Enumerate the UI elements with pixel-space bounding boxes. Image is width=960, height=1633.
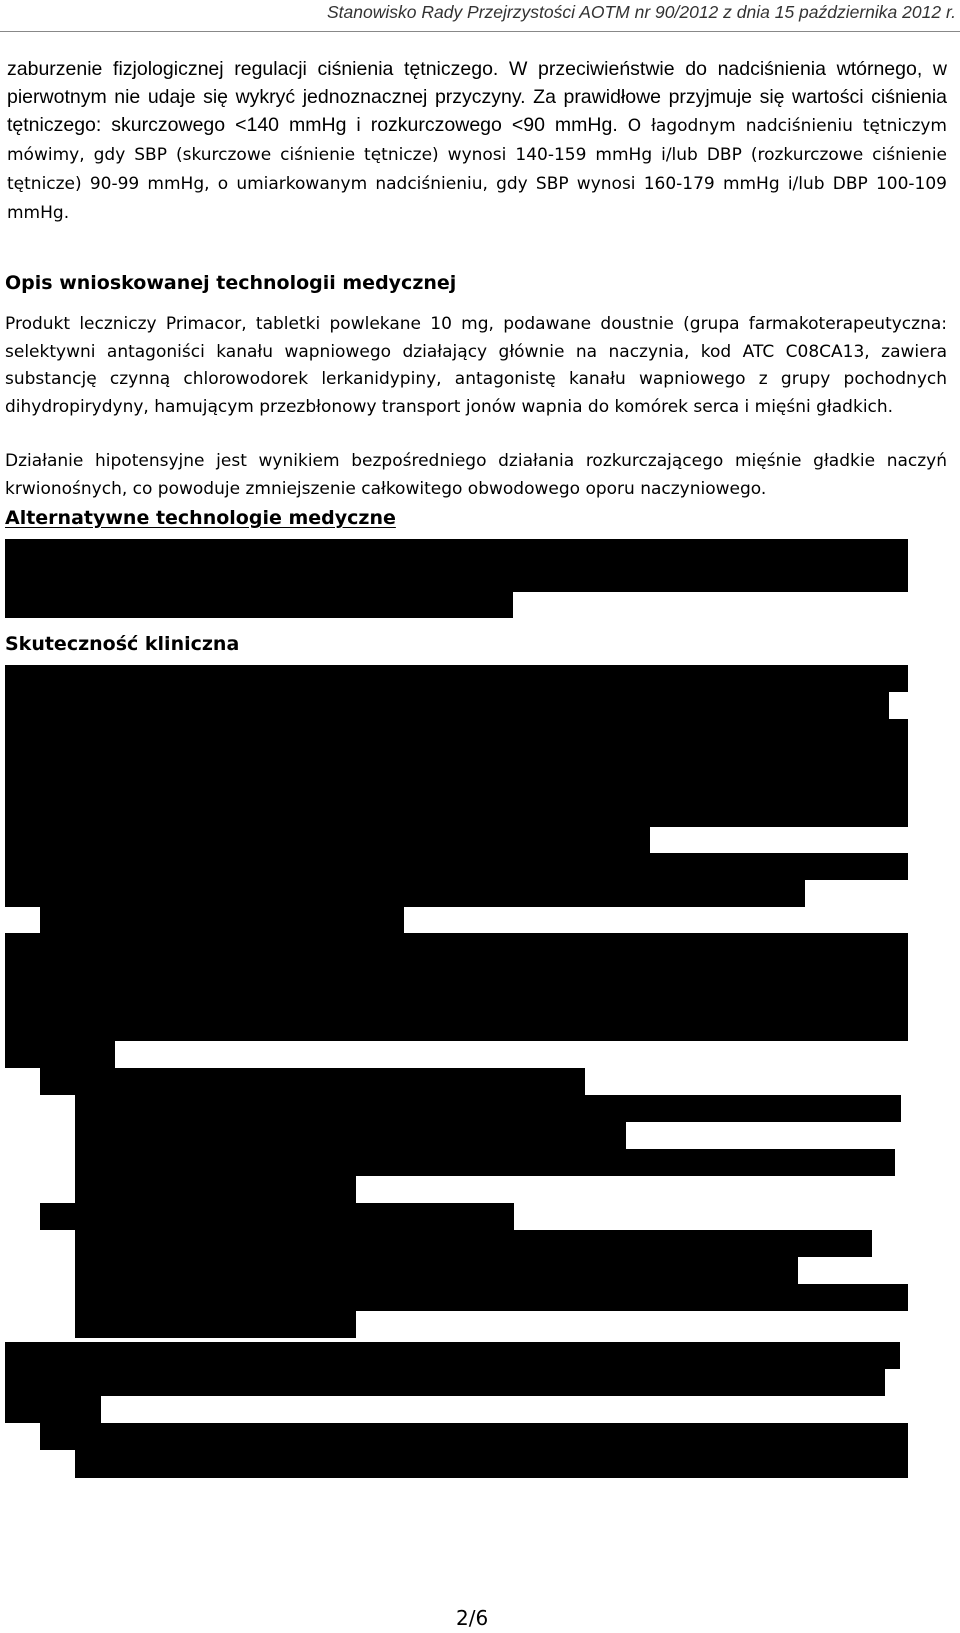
redaction-bar xyxy=(5,1396,101,1423)
redaction-bar xyxy=(75,1230,872,1257)
redaction-bar xyxy=(5,692,889,719)
heading-technology: Opis wnioskowanej technologii medycznej xyxy=(5,272,457,294)
redaction-bar xyxy=(40,907,404,933)
hypertension-definition-text: zaburzenie fizjologicznej regulacji ciśnienia tętniczego. W przeciwieństwie do nadciśnienia wtórnego, w pierwotnym nie udaje się wykryć jednoznacznej przyczyny. Za prawidłowe przyjmuje się wartości ciśnienia tętniczego: skurczowego <140 mmHg i rozkurczowego <90 mmHg. xyxy=(7,58,947,136)
paragraph-product-description: Produkt leczniczy Primacor, tabletki powlekane 10 mg, podawane doustnie (grupa farmakoterapeutyczna: selektywni antagoniści kanału wapniowego działający głównie na naczynia, kod ATC C08CA13, zawiera substancję czynną chlorowodorek lerkanidypiny, antagonistę kanału wapniowego z grupy pochodnych dihydropirydyny, hamującym przezbłonowy transport jonów wapnia do komórek serca i mięśni gładkich. xyxy=(5,314,947,417)
redaction-bar xyxy=(5,539,908,592)
redaction-bar xyxy=(5,853,908,880)
redaction-bar xyxy=(75,1311,356,1338)
page-number: 2/6 xyxy=(456,1606,489,1630)
redaction-bar xyxy=(5,719,908,817)
redaction-bar xyxy=(75,1149,895,1176)
redaction-bar xyxy=(40,1203,514,1230)
header-divider xyxy=(0,31,960,32)
heading-alternatives: Alternatywne technologie medyczne xyxy=(5,507,396,529)
header-title: Stanowisko Rady Przejrzystości AOTM nr 90/2012 z dnia 15 października 2012 r. xyxy=(326,2,956,22)
paragraph-hypertension-definition xyxy=(7,55,947,227)
redaction-bar xyxy=(40,1423,908,1450)
redaction-bar xyxy=(75,1257,798,1284)
redaction-bar xyxy=(75,1450,908,1478)
redaction-bar xyxy=(75,1095,901,1122)
redaction-bar xyxy=(5,827,650,853)
redaction-bar xyxy=(5,1041,115,1068)
redaction-bar xyxy=(40,1068,585,1095)
paragraph-mechanism: Działanie hipotensyjne jest wynikiem bezpośredniego działania rozkurczającego mięśnie gładkie naczyń krwionośnych, co powoduje zmniejszenie całkowitego obwodowego oporu naczyniowego. xyxy=(5,451,947,499)
redaction-bar xyxy=(5,880,805,907)
hypertension-grades-text: O łagodnym nadciśnieniu tętniczym mówimy, gdy SBP (skurczowe ciśnienie tętnicze) wynosi 140-159 mmHg i/lub DBP (rozkurczowe ciśnienie tętnicze) 90-99 mmHg, o umiarkowanym nadciśnieniu, gdy SBP wynosi 160-179 mmHg i/lub DBP 100-109 mmHg. xyxy=(7,116,947,223)
redaction-bar xyxy=(75,1122,626,1149)
redaction-bar xyxy=(5,1369,885,1396)
redaction-bar xyxy=(5,1342,900,1369)
redaction-bar xyxy=(5,592,513,618)
page-header xyxy=(0,0,960,31)
redaction-bar xyxy=(75,1176,356,1203)
redaction-bar xyxy=(5,933,908,1041)
redaction-bar xyxy=(75,1284,908,1311)
heading-efficacy: Skuteczność kliniczna xyxy=(5,633,240,655)
redaction-bar xyxy=(5,817,908,827)
redaction-bar xyxy=(5,665,908,692)
